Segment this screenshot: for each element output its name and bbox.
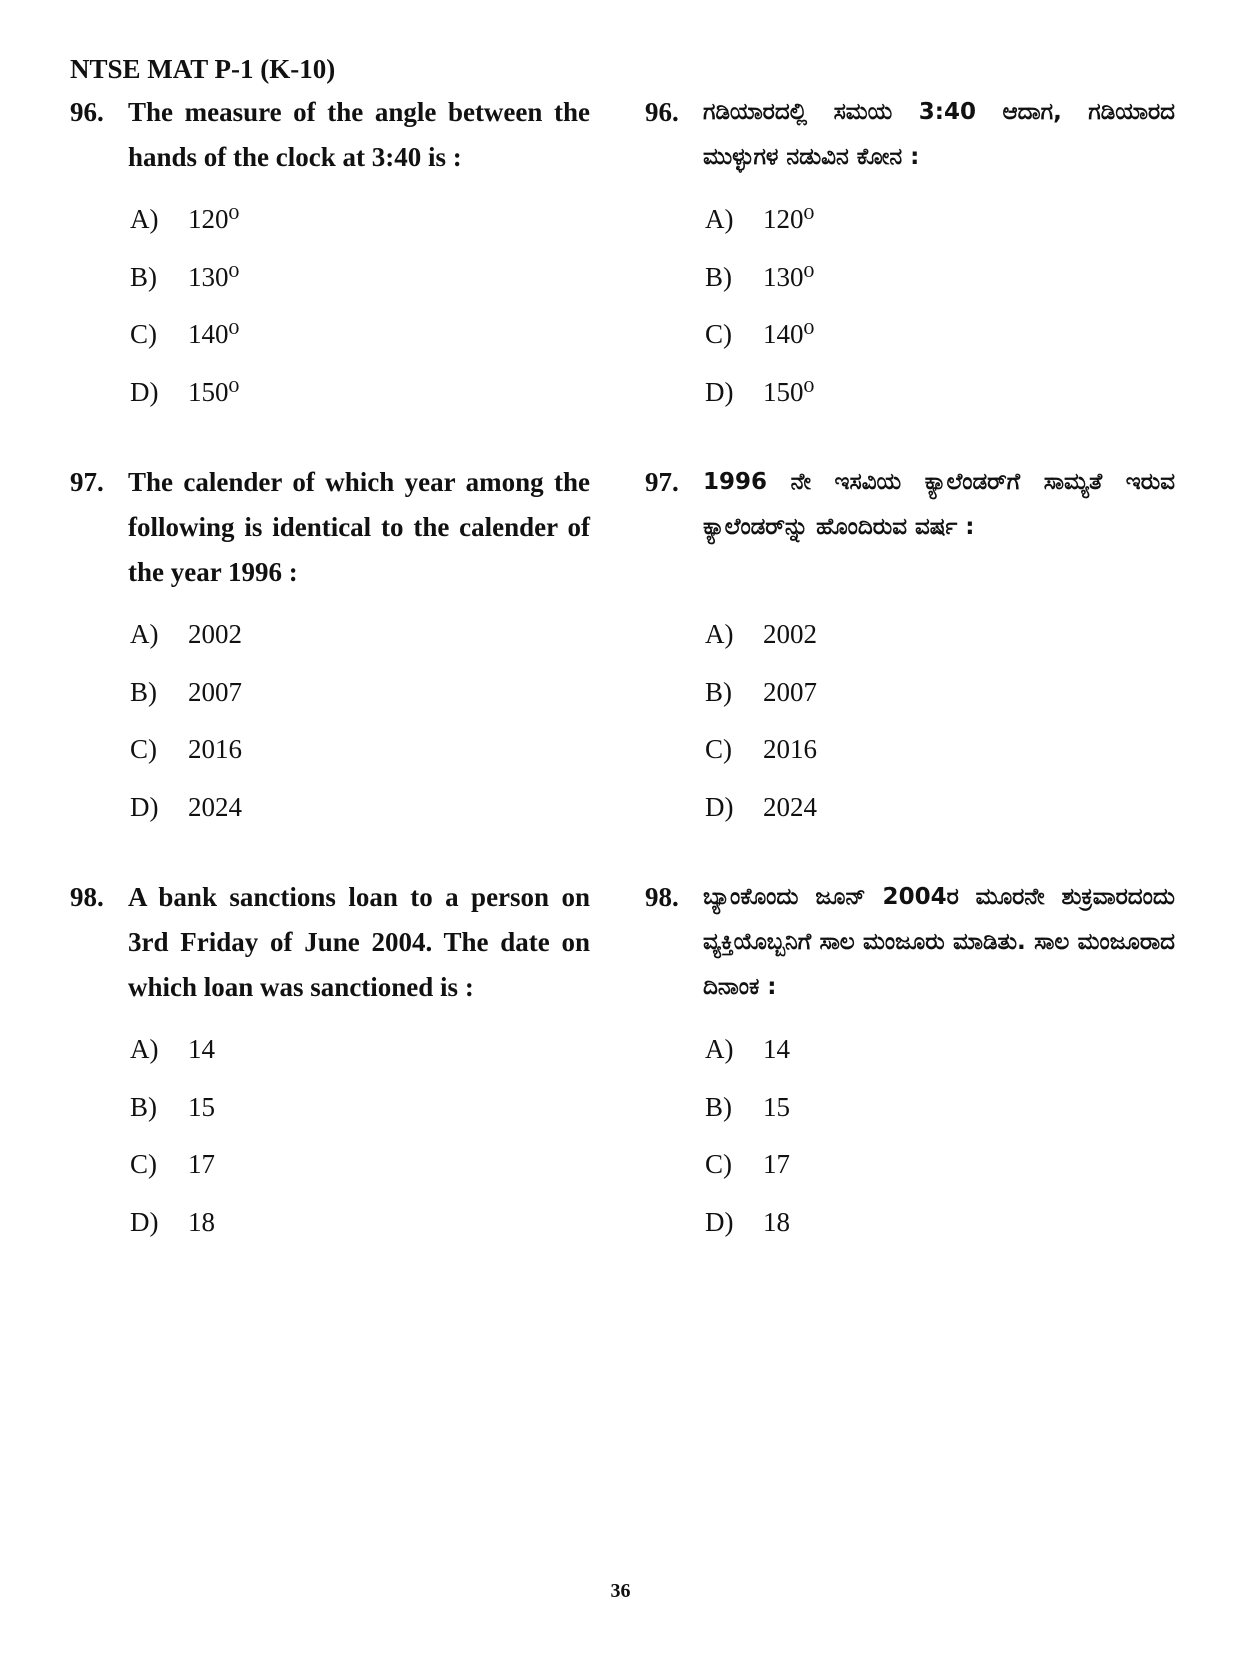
option-c[interactable] bbox=[130, 1136, 590, 1194]
options-list bbox=[70, 1021, 590, 1251]
option-label: A) bbox=[705, 619, 734, 650]
option-label: B) bbox=[705, 1091, 732, 1122]
option-d[interactable] bbox=[130, 779, 590, 837]
option-c[interactable] bbox=[705, 306, 1175, 364]
question-98-kn bbox=[645, 875, 1175, 1251]
option-label: C) bbox=[130, 1149, 157, 1180]
option-value: 17 bbox=[763, 1149, 790, 1180]
options-list bbox=[645, 191, 1175, 421]
option-label: D) bbox=[130, 791, 159, 822]
option-value: 140⁰ bbox=[188, 319, 240, 350]
option-value: 120⁰ bbox=[188, 204, 240, 235]
option-a[interactable] bbox=[130, 606, 590, 664]
option-label: C) bbox=[130, 734, 157, 765]
option-c[interactable] bbox=[130, 306, 590, 364]
option-value: 18 bbox=[763, 1206, 790, 1237]
option-value: 2024 bbox=[763, 791, 817, 822]
options-list bbox=[70, 191, 590, 421]
option-label: A) bbox=[130, 619, 159, 650]
page-header: NTSE MAT P-1 (K-10) bbox=[70, 54, 336, 84]
question-text: A bank sanctions loan to a person on 3rd Friday of June 2004. The date on which loan was sanctioned is : bbox=[128, 882, 590, 1002]
option-value: 18 bbox=[188, 1206, 215, 1237]
option-label: D) bbox=[130, 376, 159, 407]
option-label: A) bbox=[130, 1034, 159, 1065]
option-label: C) bbox=[705, 1149, 732, 1180]
option-c[interactable] bbox=[705, 721, 1175, 779]
option-label: C) bbox=[130, 319, 157, 350]
option-label: D) bbox=[705, 1206, 734, 1237]
option-d[interactable] bbox=[705, 364, 1175, 422]
option-value: 15 bbox=[188, 1091, 215, 1122]
option-label: D) bbox=[705, 376, 734, 407]
option-value: 2002 bbox=[763, 619, 817, 650]
question-number: 97. bbox=[645, 467, 679, 497]
question-text: 1996 ನೇ ಇಸವಿಯ ಕ್ಯಾಲೆಂಡರ್‌ಗೆ ಸಾಮ್ಯತೆ ಇರುವ ಕ್ಯಾಲೆಂಡರ್‌ನ್ನು ಹೊಂದಿರುವ ವರ್ಷ : bbox=[703, 469, 1175, 540]
question-text: The measure of the angle between the hands of the clock at 3:40 is : bbox=[128, 97, 590, 172]
option-value: 2016 bbox=[188, 734, 242, 765]
option-b[interactable] bbox=[130, 1079, 590, 1137]
option-b[interactable] bbox=[130, 664, 590, 722]
option-b[interactable] bbox=[705, 1079, 1175, 1137]
question-number: 96. bbox=[70, 97, 104, 127]
question-text: ಗಡಿಯಾರದಲ್ಲಿ ಸಮಯ 3:40 ಆದಾಗ, ಗಡಿಯಾರದ ಮುಳ್ಳುಗಳ ನಡುವಿನ ಕೋನ : bbox=[703, 99, 1175, 170]
option-b[interactable] bbox=[705, 249, 1175, 307]
option-label: B) bbox=[705, 261, 732, 292]
option-value: 2002 bbox=[188, 619, 242, 650]
options-list bbox=[645, 1021, 1175, 1251]
question-98-en bbox=[70, 875, 590, 1251]
option-value: 2016 bbox=[763, 734, 817, 765]
option-value: 14 bbox=[763, 1034, 790, 1065]
option-a[interactable] bbox=[705, 606, 1175, 664]
question-number: 96. bbox=[645, 97, 679, 127]
option-label: B) bbox=[130, 676, 157, 707]
option-b[interactable] bbox=[130, 249, 590, 307]
options-list bbox=[70, 606, 590, 836]
question-96-kn bbox=[645, 90, 1175, 421]
option-value: 2007 bbox=[763, 676, 817, 707]
option-d[interactable] bbox=[705, 1194, 1175, 1252]
option-label: C) bbox=[705, 319, 732, 350]
option-value: 150⁰ bbox=[188, 376, 240, 407]
option-c[interactable] bbox=[130, 721, 590, 779]
option-label: D) bbox=[130, 1206, 159, 1237]
option-label: A) bbox=[130, 204, 159, 235]
option-value: 130⁰ bbox=[188, 261, 240, 292]
question-text: ಬ್ಯಾಂಕೊಂದು ಜೂನ್ 2004ರ ಮೂರನೇ ಶುಕ್ರವಾರದಂದು ವ್ಯಕ್ತಿಯೊಬ್ಬನಿಗೆ ಸಾಲ ಮಂಜೂರು ಮಾಡಿತು. ಸಾಲ ಮಂಜೂರಾದ ದಿನಾಂಕ : bbox=[703, 884, 1175, 1000]
option-d[interactable] bbox=[705, 779, 1175, 837]
option-label: B) bbox=[130, 261, 157, 292]
option-label: B) bbox=[705, 676, 732, 707]
option-d[interactable] bbox=[130, 364, 590, 422]
question-text: The calender of which year among the following is identical to the calender of the year 1996 : bbox=[128, 467, 590, 587]
option-label: A) bbox=[705, 1034, 734, 1065]
question-96-en bbox=[70, 90, 590, 421]
option-value: 130⁰ bbox=[763, 261, 815, 292]
question-number: 98. bbox=[70, 882, 104, 912]
option-a[interactable] bbox=[705, 191, 1175, 249]
option-label: C) bbox=[705, 734, 732, 765]
option-d[interactable] bbox=[130, 1194, 590, 1252]
option-value: 15 bbox=[763, 1091, 790, 1122]
question-97-kn bbox=[645, 460, 1175, 836]
option-value: 120⁰ bbox=[763, 204, 815, 235]
option-a[interactable] bbox=[130, 1021, 590, 1079]
options-list bbox=[645, 606, 1175, 836]
option-label: B) bbox=[130, 1091, 157, 1122]
option-label: A) bbox=[705, 204, 734, 235]
option-b[interactable] bbox=[705, 664, 1175, 722]
question-97-en bbox=[70, 460, 590, 836]
option-label: D) bbox=[705, 791, 734, 822]
option-value: 2007 bbox=[188, 676, 242, 707]
option-a[interactable] bbox=[705, 1021, 1175, 1079]
option-value: 2024 bbox=[188, 791, 242, 822]
option-a[interactable] bbox=[130, 191, 590, 249]
question-number: 98. bbox=[645, 882, 679, 912]
option-value: 140⁰ bbox=[763, 319, 815, 350]
option-value: 14 bbox=[188, 1034, 215, 1065]
option-c[interactable] bbox=[705, 1136, 1175, 1194]
page-number: 36 bbox=[610, 1580, 631, 1602]
option-value: 150⁰ bbox=[763, 376, 815, 407]
question-number: 97. bbox=[70, 467, 104, 497]
option-value: 17 bbox=[188, 1149, 215, 1180]
